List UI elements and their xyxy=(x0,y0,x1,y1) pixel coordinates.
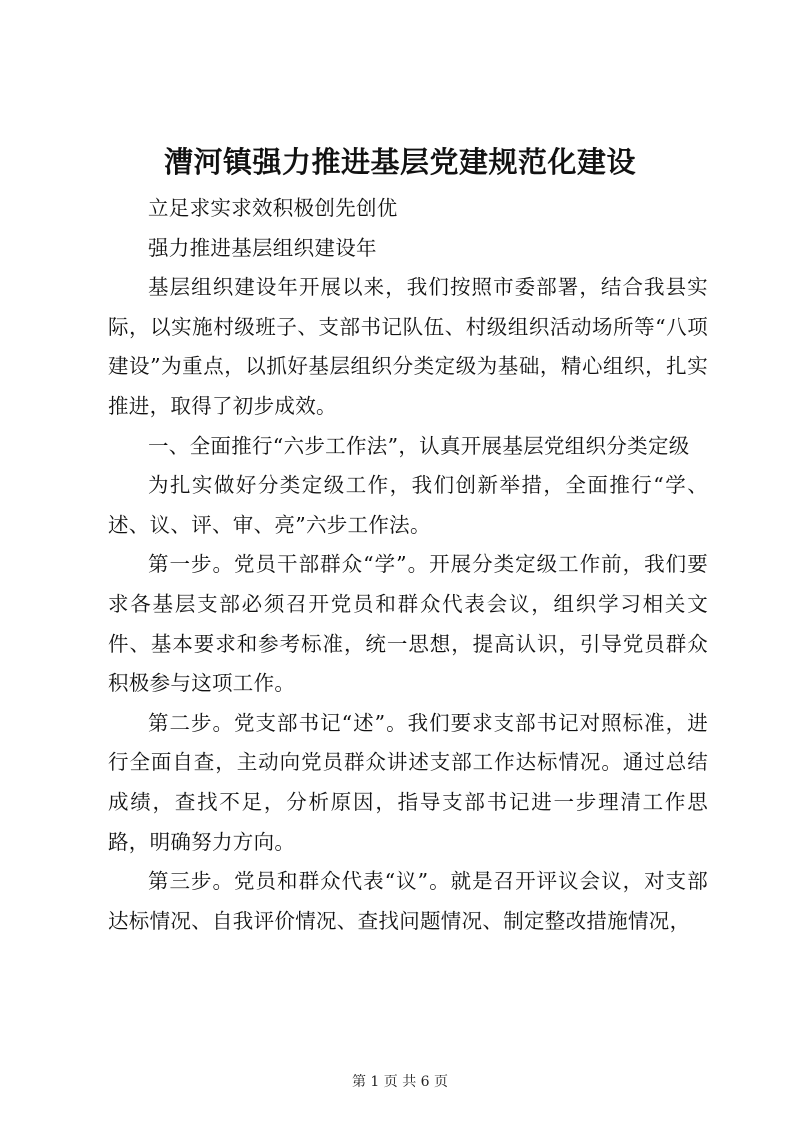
paragraph-six-steps: 为扎实做好分类定级工作，我们创新举措，全面推行“学、述、议、评、审、亮”六步工作法。 xyxy=(108,473,708,537)
paragraph-step-one: 第一步。党员干部群众“学”。开展分类定级工作前，我们要求各基层支部必须召开党员和群众代表会议，组织学习相关文件、基本要求和参考标准，统一思想，提高认识，引导党员群众积极参与这项工作。 xyxy=(108,552,708,696)
paragraph-subtitle: 强力推进基层组织建设年 xyxy=(148,235,377,260)
paragraph-intro: 基层组织建设年开展以来，我们按照市委部署，结合我县实际，以实施村级班子、支部书记队伍、村级组织活动场所等“八项建设”为重点，以抓好基层组织分类定级为基础，精心组织，扎实推进，取得了初步成效。 xyxy=(108,275,708,418)
document-body xyxy=(108,189,708,941)
paragraph-step-two: 第二步。党支部书记“述”。我们要求支部书记对照标准，进行全面自查，主动向党员群众讲述支部工作达标情况。通过总结成绩，查找不足，分析原因，指导支部书记进一步理清工作思路，明确努力方向。 xyxy=(108,710,708,854)
paragraph-motto: 立足求实求效积极创先创优 xyxy=(148,196,398,220)
page-number-footer: 第 1 页 共 6 页 xyxy=(351,1074,449,1090)
document-title: 漕河镇强力推进基层党建规范化建设 xyxy=(163,145,636,179)
paragraph-step-three: 第三步。党员和群众代表“议”。就是召开评议会议，对支部达标情况、自我评价情况、查找问题情况、制定整改措施情况， xyxy=(108,869,708,933)
section-heading-one: 一、全面推行“六步工作法”，认真开展基层党组织分类定级 xyxy=(148,433,690,458)
